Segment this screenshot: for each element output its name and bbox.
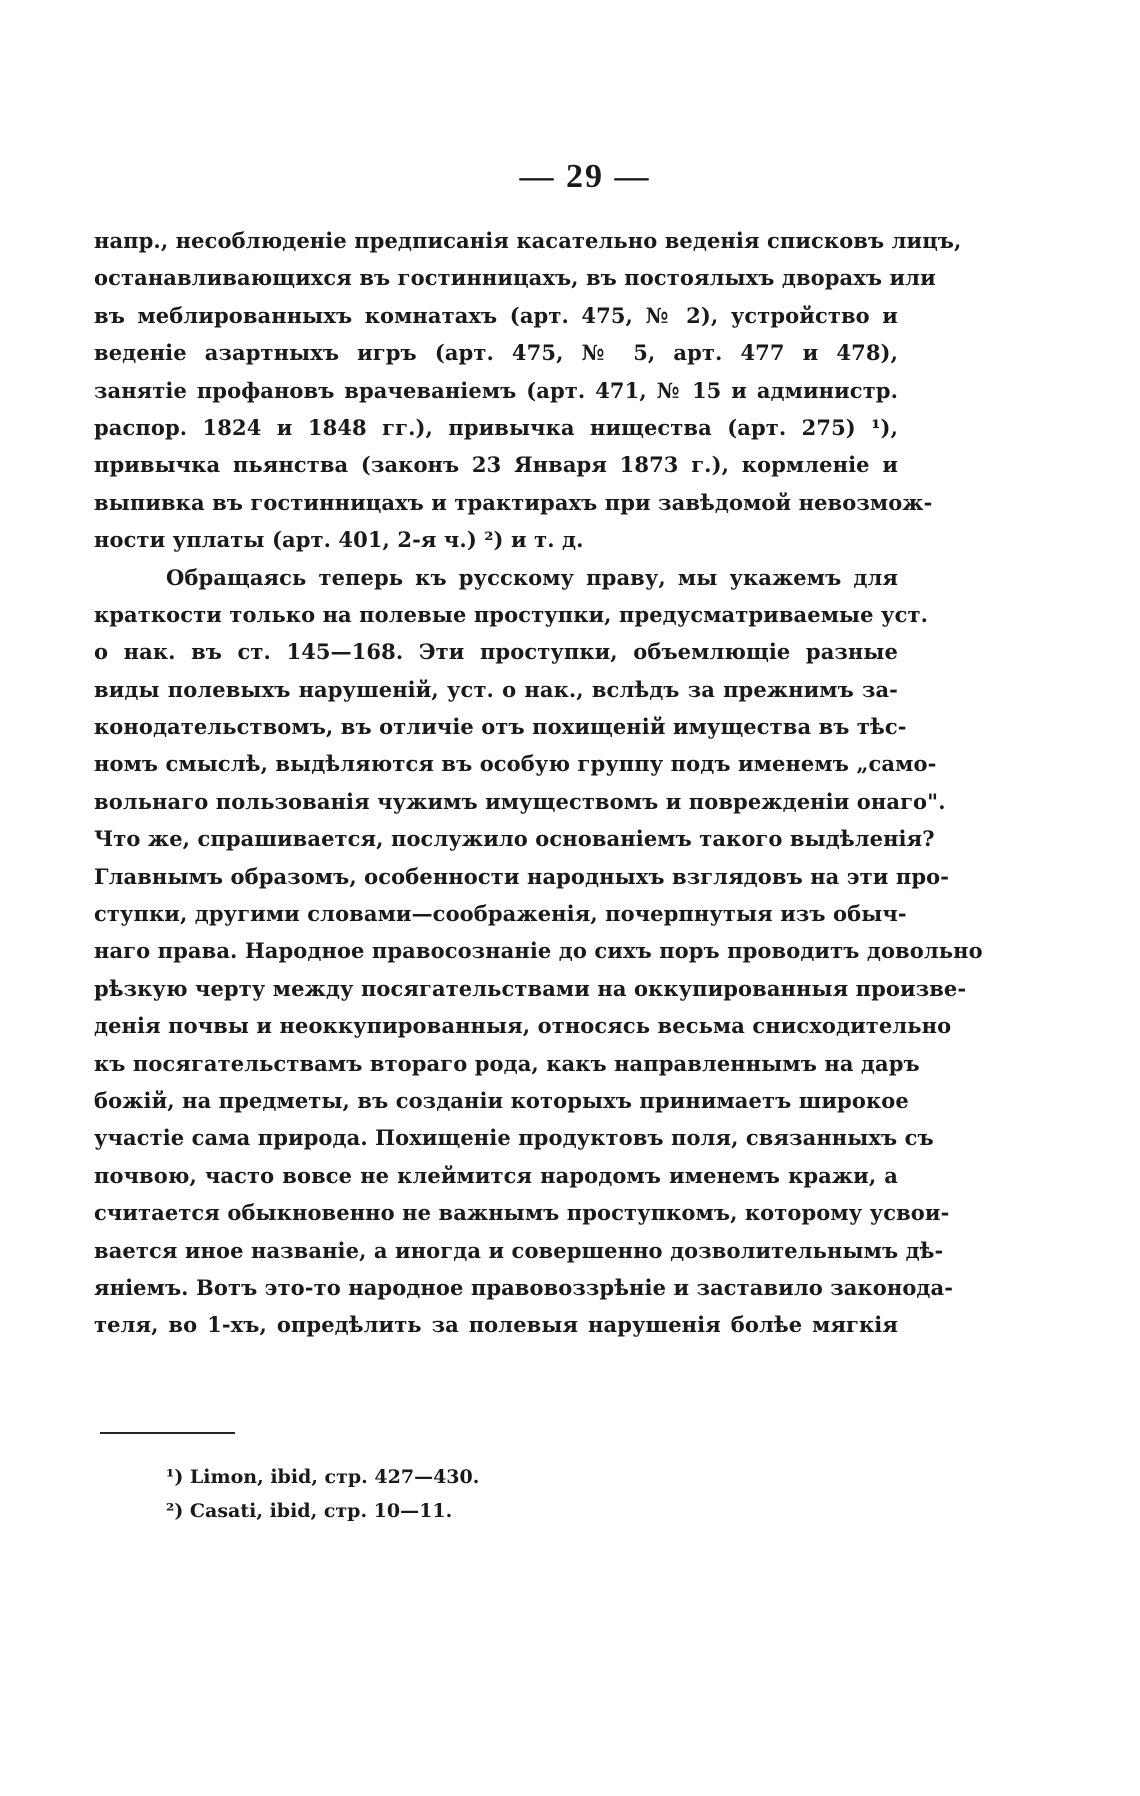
text-line: занятіе профановъ врачеваніемъ (арт. 471, № 15 и администр. xyxy=(94,377,898,403)
text-line: считается обыкновенно не важнымъ проступкомъ, которому усвои- xyxy=(94,1200,950,1226)
text-line: наго права. Народное правосознаніе до сихъ поръ проводитъ довольно xyxy=(94,938,983,964)
text-line: почвою, часто вовсе не клеймится народомъ именемъ кражи, а xyxy=(94,1162,898,1188)
footnote-divider xyxy=(100,1432,235,1434)
text-line: номъ смыслѣ, выдѣляются въ особую группу подъ именемъ „само- xyxy=(94,751,937,777)
text-line: теля, во 1-хъ, опредѣлить за полевыя нарушенія болѣе мягкія xyxy=(94,1312,898,1338)
text-line: денія почвы и неоккупированныя, относясь весьма снисходительно xyxy=(94,1013,952,1039)
footnote: ²) Casati, ibid, стр. 10—11. xyxy=(166,1500,453,1522)
text-line: виды полевыхъ нарушеній, уст. о нак., вслѣдъ за прежнимъ за- xyxy=(94,676,898,702)
main-text xyxy=(94,222,983,1344)
text-line: краткости только на полевые проступки, предусматриваемые уст. xyxy=(94,601,929,627)
text-line: веденіе азартныхъ игръ (арт. 475, № 5, арт. 477 и 478), xyxy=(94,340,898,366)
page-number: — 29 — xyxy=(519,158,651,195)
text-line: о нак. въ ст. 145—168. Эти проступки, объемлющіе разные xyxy=(94,639,898,665)
text-line: конодательствомъ, въ отличіе отъ похищеній имущества въ тѣс- xyxy=(94,714,907,740)
text-line: божій, на предметы, въ созданіи которыхъ принимаетъ широкое xyxy=(94,1087,909,1113)
text-line: Обращаясь теперь къ русскому праву, мы укажемъ для xyxy=(166,564,898,590)
text-line: распор. 1824 и 1848 гг.), привычка нищества (арт. 275) ¹), xyxy=(94,414,898,440)
text-line: Что же, спрашивается, послужило основаніемъ такого выдѣленія? xyxy=(94,826,935,852)
text-line: выпивка въ гостинницахъ и трактирахъ при завѣдомой невозмож- xyxy=(94,489,933,515)
footnotes xyxy=(166,1460,766,1528)
text-line: къ посягательствамъ втораго рода, какъ направленнымъ на даръ xyxy=(94,1050,920,1076)
text-line: Главнымъ образомъ, особенности народныхъ взглядовъ на эти про- xyxy=(94,863,950,889)
text-line: вается иное названіе, а иногда и совершенно дозволительнымъ дѣ- xyxy=(94,1237,944,1263)
text-line: яніемъ. Вотъ это-то народное правовоззрѣніе и заставило законода- xyxy=(94,1274,954,1300)
text-line: участіе сама природа. Похищеніе продуктовъ поля, связанныхъ съ xyxy=(94,1125,934,1151)
footnote: ¹) Limon, ibid, стр. 427—430. xyxy=(166,1466,480,1488)
text-line: ности уплаты (арт. 401, 2-я ч.) ²) и т. д. xyxy=(94,527,584,553)
text-line: рѣзкую черту между посягательствами на оккупированныя произве- xyxy=(94,975,967,1001)
text-line: ступки, другими словами—соображенія, почерпнутыя изъ обыч- xyxy=(94,901,907,927)
text-line: останавливающихся въ гостинницахъ, въ постоялыхъ дворахъ или xyxy=(94,265,936,291)
text-line: вольнаго пользованія чужимъ имуществомъ и поврежденіи онаго". xyxy=(94,788,946,814)
text-line: напр., несоблюденіе предписанія касательно веденія списковъ лицъ, xyxy=(94,228,962,253)
text-line: привычка пьянства (законъ 23 Января 1873 г.), кормленіе и xyxy=(94,452,898,478)
text-line: въ меблированныхъ комнатахъ (арт. 475, № 2), устройство и xyxy=(94,302,898,328)
